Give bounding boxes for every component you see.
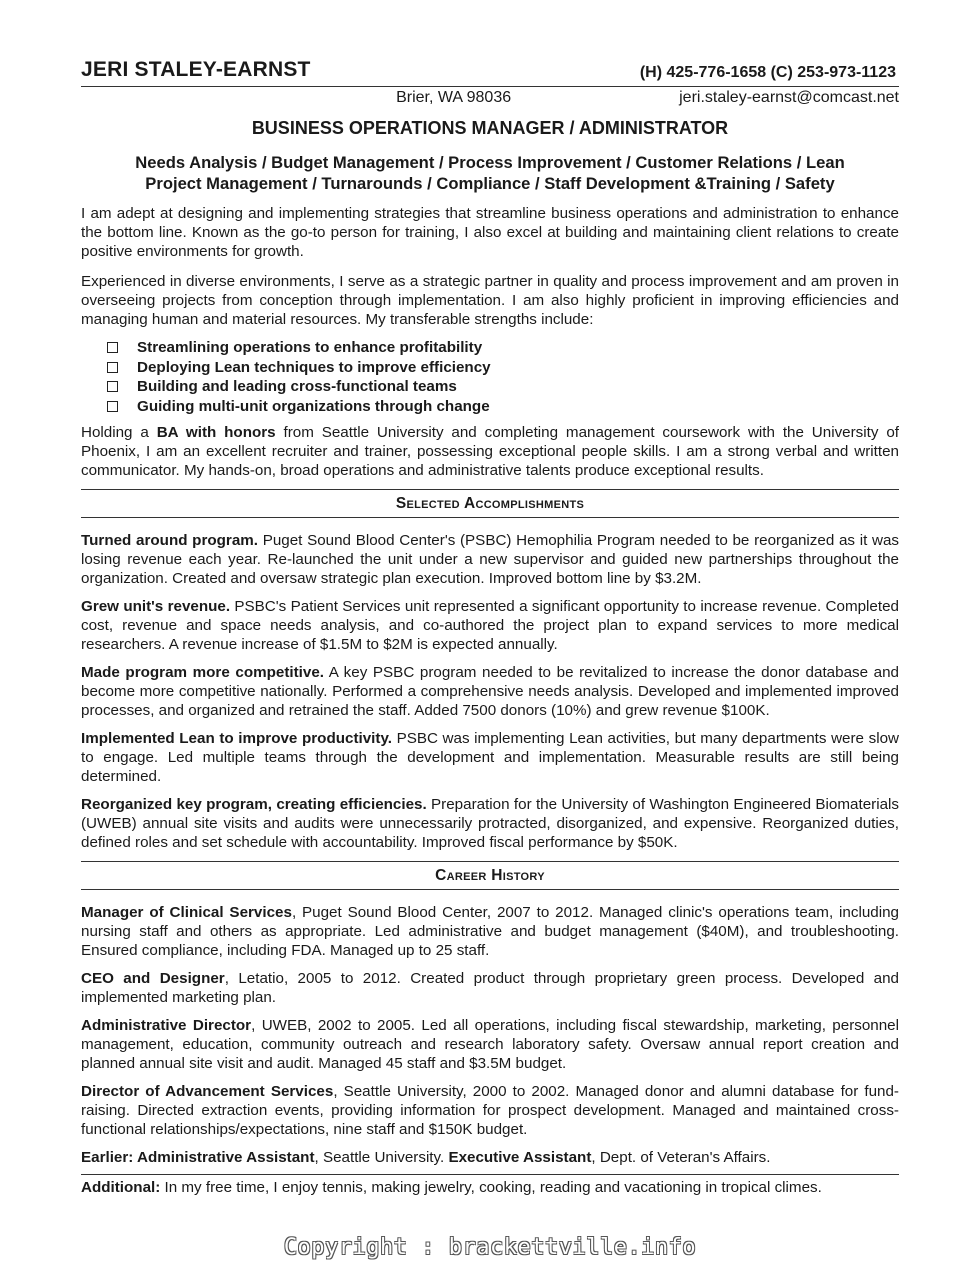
summary-paragraph-1: I am adept at designing and implementing strategies that streamline business operations and administration to enhance the bottom line. Known as the go-to person for training, I also excel at building and maintaining client relations to create positive environments for growth.	[81, 205, 899, 260]
contact-line	[81, 89, 899, 107]
keywords-line-1: Needs Analysis / Budget Management / Process Improvement / Customer Relations / Lean	[135, 153, 845, 172]
header-divider	[81, 86, 899, 87]
resume-header	[81, 58, 899, 82]
checkbox-bullet-icon	[107, 362, 118, 373]
checkbox-bullet-icon	[107, 401, 118, 412]
checkbox-bullet-icon	[107, 381, 118, 392]
summary-paragraph-2: Experienced in diverse environments, I serve as a strategic partner in quality and process improvement and am proven in overseeing projects from conception through implementation. I am also highly proficient in improving efficiencies and managing human and material resources. My transferable strengths include:	[81, 273, 899, 328]
list-item: Building and leading cross-functional teams	[107, 377, 899, 397]
earlier-positions: Earlier: Administrative Assistant, Seattle University. Executive Assistant, Dept. of Veteran's Affairs.	[81, 1149, 771, 1166]
section-divider	[81, 489, 899, 490]
list-item: Guiding multi-unit organizations through change	[107, 397, 899, 417]
candidate-name: JERI STALEY-EARNST	[81, 58, 311, 81]
list-item: Streamlining operations to enhance profitability	[107, 338, 899, 358]
list-item: Deploying Lean techniques to improve efficiency	[107, 358, 899, 378]
accomplishment-item: Reorganized key program, creating efficiencies. Preparation for the University of Washington Engineered Biomaterials (UWEB) annual site visits and audits were unnecessarily protracted, disorganized, and expensive. Reorganized duties, defined roles and set schedule with accountability. Improved fiscal performance by $50K.	[81, 796, 899, 851]
additional-info: Additional: In my free time, I enjoy tennis, making jewelry, cooking, reading and vacationing in tropical climes.	[81, 1179, 822, 1196]
strengths-list	[107, 338, 899, 416]
section-divider	[81, 517, 899, 518]
candidate-location: Brier, WA 98036	[396, 89, 512, 106]
career-heading: Career History	[435, 867, 545, 884]
keywords-line-2: Project Management / Turnarounds / Compliance / Staff Development &Training / Safety	[145, 174, 835, 193]
core-keywords	[81, 152, 899, 194]
section-divider	[81, 1174, 899, 1175]
accomplishment-item: Implemented Lean to improve productivity. PSBC was implementing Lean activities, but many departments were slow to engage. Led multiple teams through the development and implementation. Measurable results are still being determined.	[81, 730, 899, 785]
accomplishment-item: Grew unit's revenue. PSBC's Patient Services unit represented a significant opportunity to increase revenue. Completed cost, revenue and space needs analysis, and co-authored the project plan to expand services to more medical researchers. A revenue increase of $1.5M to $2M is expected annually.	[81, 598, 899, 653]
section-divider	[81, 889, 899, 890]
phone-numbers: (H) 425-776-1658 (C) 253-973-1123	[639, 64, 896, 81]
education-paragraph: Holding a BA with honors from Seattle University and completing management coursework with the University of Phoenix, I am an excellent recruiter and trainer, possessing exceptional people skills. I am a strong verbal and written communicator. My hands-on, broad operations and administrative talents produce exceptional results.	[81, 424, 899, 479]
accomplishment-item: Turned around program. Puget Sound Blood Center's (PSBC) Hemophilia Program needed to be reorganized as it was losing revenue each year. Re-launched the unit under a new supervisor and guided new partnerships throughout the organization. Created and oversaw strategic plan execution. Improved bottom line by $3.2M.	[81, 532, 899, 587]
career-item: Administrative Director, UWEB, 2002 to 2005. Led all operations, including fiscal stewardship, marketing, personnel management, education, community outreach and research laboratory safety. Oversaw annual report creation and planned annual site visit and audit. Managed 45 staff and $3.5M budget.	[81, 1017, 900, 1072]
resume-page	[81, 58, 899, 1197]
candidate-email: jeri.staley-earnst@comcast.net	[679, 89, 899, 106]
accomplishments-heading: Selected Accomplishments	[395, 495, 585, 512]
checkbox-bullet-icon	[107, 342, 118, 353]
accomplishment-item: Made program more competitive. A key PSBC program needed to be revitalized to increase the donor database and become more competitive nationally. Performed a comprehensive needs analysis. Developed and implemented improved processes, and organized and retrained the staff. Added 7500 donors (10%) and grew revenue $100K.	[81, 664, 900, 719]
career-item: Manager of Clinical Services, Puget Sound Blood Center, 2007 to 2012. Managed clinic's operations team, including nursing staff and others as appropriate. Led administrative and budget management ($40M), and troubleshooting. Ensured compliance, including FDA. Managed up to 25 staff.	[81, 904, 899, 959]
career-item: CEO and Designer, Letatio, 2005 to 2012. Created product through proprietary green process. Developed and implemented marketing plan.	[81, 970, 900, 1006]
section-divider	[81, 861, 899, 862]
career-item: Director of Advancement Services, Seattle University, 2000 to 2002. Managed donor and alumni database for fund-raising. Directed extraction events, providing information for prospect development. Managed and maintained cross-functional relationships/expectations, nine staff and $150K budget.	[81, 1083, 899, 1138]
copyright-watermark: Copyright : brackettville.info	[283, 1235, 697, 1260]
job-title: BUSINESS OPERATIONS MANAGER / ADMINISTRATOR	[251, 118, 729, 138]
